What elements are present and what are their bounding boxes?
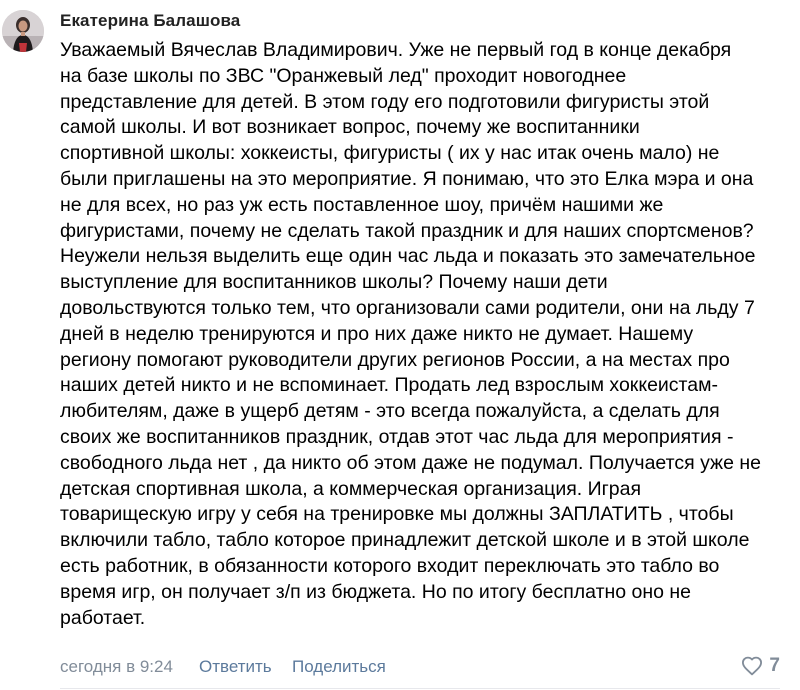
comment-text-line: Неужели нельзя выделить еще один час льда и показать это замечательное xyxy=(60,245,756,268)
comment-text-line: спортивной школы: хоккеисты, фигуристы ( их у нас итак очень мало) не xyxy=(60,142,720,165)
comment-text-line: самой школы. И вот возникает вопрос, почему же воспитанники xyxy=(60,116,640,139)
comment-text-line: довольствуются только тем, что организовали сами родители, они на льду 7 xyxy=(60,296,755,319)
comment-text-line: детская спортивная школа, а коммерческая организация. Играя xyxy=(60,477,642,500)
comment-text-line: дней в неделю тренируются и про них даже никто не думает. Нашему xyxy=(60,322,694,345)
comment-text-line: выступление для воспитанников школы? Почему наши дети xyxy=(60,271,608,294)
comment-text-line: не для всех, но раз уж есть поставленное шоу, причём нашими же xyxy=(60,193,664,216)
comment-text-line: работает. xyxy=(60,606,146,629)
comment-text-line: фигуристами, почему не сделать такой праздник и для наших спортсменов? xyxy=(60,219,754,242)
comment-text-line: Уважаемый Вячеслав Владимирович. Уже не первый год в конце декабря xyxy=(60,39,732,61)
comment-text-line: есть работник, в обязанности которого входит переключать это табло во xyxy=(60,554,720,577)
comment-text-line: время игр, он получает з/п из бюджета. Но по итогу бесплатно оно не xyxy=(60,580,692,603)
divider xyxy=(60,688,780,689)
like-button[interactable] xyxy=(741,655,780,677)
likes-count: 7 xyxy=(769,655,780,676)
comment-text-line: представление для детей. В этом году его подготовили фигуристы этой xyxy=(60,90,710,113)
comment-text xyxy=(60,38,790,631)
comment-text-line: любителям, даже в ущерб детям - это всегда пожалуйста, а сделать для xyxy=(60,400,720,423)
heart-outline-icon xyxy=(741,656,763,676)
comment-text-line: включили табло, табло которое принадлежит детской школе и в этой школе xyxy=(60,529,750,552)
comment-date[interactable]: сегодня в 9:24 xyxy=(60,657,173,676)
comment-text-line: своих же воспитанников праздник, отдав этот час льда для мероприятия - xyxy=(60,425,734,448)
comment-text-line: свободного льда нет , да никто об этом даже не подумал. Получается уже не xyxy=(60,451,761,474)
comment-text-line: наших детей никто и не вспоминает. Продать лед взрослым хоккеистам- xyxy=(60,374,719,397)
comment-footer xyxy=(60,657,780,681)
share-button[interactable]: Поделиться xyxy=(292,657,386,676)
reply-button[interactable]: Ответить xyxy=(199,657,272,676)
comment-text-line: региону помогают руководители других регионов России, а на местах про xyxy=(60,348,730,371)
author-name[interactable]: Екатерина Балашова xyxy=(60,11,241,30)
comment-text-line: на базе школы по ЗВС "Оранжевый лед" проходит новогоднее xyxy=(60,64,627,87)
avatar[interactable] xyxy=(2,10,44,52)
comment-text-line: товарищескую игру у себя на тренировке мы должны ЗАПЛАТИТЬ , чтобы xyxy=(60,503,734,526)
comment-text-line: были приглашены на это мероприятие. Я понимаю, что это Елка мэра и она xyxy=(60,167,754,190)
avatar-photo xyxy=(2,10,44,52)
